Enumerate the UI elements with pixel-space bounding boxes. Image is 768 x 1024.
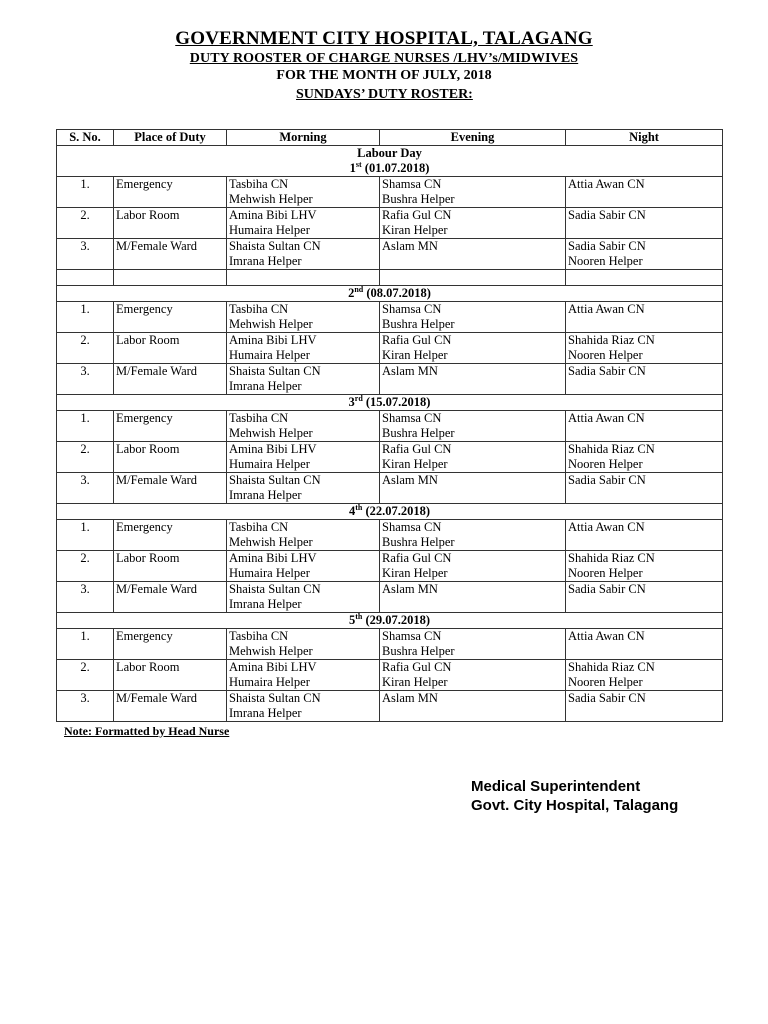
section-ordinal-suffix: st <box>355 159 362 169</box>
serial-number-cell: 2. <box>57 660 114 691</box>
morning-shift-cell <box>227 551 380 582</box>
blank-spacer-row <box>57 270 723 286</box>
section-date-label <box>59 286 720 301</box>
staff-name: Attia Awan CN <box>568 629 645 643</box>
staff-name <box>568 644 720 659</box>
staff-name: Kiran Helper <box>382 566 448 580</box>
section-ordinal: 4 <box>348 504 356 518</box>
evening-shift-cell <box>380 629 566 660</box>
staff-name: Nooren Helper <box>568 566 643 580</box>
signature-hospital: Govt. City Hospital, Talagang <box>471 797 679 814</box>
staff-name: Mehwish Helper <box>229 317 313 331</box>
duty-roster-table <box>56 129 723 722</box>
column-header-morning: Morning <box>227 130 380 146</box>
staff-name: Shaista Sultan CN <box>229 582 321 596</box>
section-date: (08.07.2018) <box>363 286 431 300</box>
evening-shift-cell <box>380 239 566 270</box>
staff-name: Aslam MN <box>382 239 438 253</box>
evening-shift-cell <box>380 177 566 208</box>
note-text: Note: Formatted by Head Nurse <box>64 724 230 738</box>
morning-shift-cell <box>227 520 380 551</box>
morning-shift-cell <box>227 333 380 364</box>
staff-name: Bushra Helper <box>382 426 455 440</box>
table-row <box>57 411 723 442</box>
night-shift-cell <box>566 660 723 691</box>
signature-block <box>471 777 678 815</box>
section-date-cell <box>57 286 723 302</box>
section-header-row <box>57 613 723 629</box>
place-of-duty-cell: Labor Room <box>114 333 227 364</box>
place-of-duty-cell: Emergency <box>114 411 227 442</box>
serial-number-cell: 2. <box>57 551 114 582</box>
morning-shift-cell <box>227 302 380 333</box>
morning-shift-cell <box>227 442 380 473</box>
staff-name: Sadia Sabir CN <box>568 208 646 222</box>
evening-shift-cell <box>380 442 566 473</box>
section-ordinal: 1 <box>349 161 356 175</box>
serial-number-cell: 3. <box>57 364 114 395</box>
staff-name: Humaira Helper <box>229 223 310 237</box>
staff-name: Sadia Sabir CN <box>568 364 646 378</box>
staff-name: Bushra Helper <box>382 317 455 331</box>
table-row <box>57 208 723 239</box>
staff-name <box>568 535 720 550</box>
staff-name: Tasbiha CN <box>229 411 289 425</box>
place-of-duty-cell: Labor Room <box>114 442 227 473</box>
staff-name <box>568 488 720 503</box>
staff-name: Sadia Sabir CN <box>568 473 646 487</box>
staff-name: Attia Awan CN <box>568 302 645 316</box>
staff-name: Amina Bibi LHV <box>229 208 317 222</box>
serial-number-cell: 2. <box>57 333 114 364</box>
section-date: (01.07.2018) <box>361 161 430 175</box>
evening-shift-cell <box>380 364 566 395</box>
staff-name: Humaira Helper <box>229 348 310 362</box>
staff-name <box>568 379 720 394</box>
section-header-row <box>57 286 723 302</box>
place-of-duty-cell: Emergency <box>114 177 227 208</box>
table-row <box>57 629 723 660</box>
place-of-duty-cell: Labor Room <box>114 660 227 691</box>
staff-name: Shaista Sultan CN <box>229 691 321 705</box>
column-header-sno: S. No. <box>57 130 114 146</box>
staff-name: Rafia Gul CN <box>382 208 452 222</box>
staff-name: Shamsa CN <box>382 629 442 643</box>
serial-number-cell: 1. <box>57 629 114 660</box>
column-header-place: Place of Duty <box>114 130 227 146</box>
staff-name: Imrana Helper <box>229 254 302 268</box>
place-of-duty-cell: M/Female Ward <box>114 582 227 613</box>
roster-subtitle: DUTY ROOSTER OF CHARGE NURSES /LHV’s/MIDWIVES <box>189 51 579 66</box>
morning-shift-cell <box>227 473 380 504</box>
evening-shift-cell <box>380 660 566 691</box>
staff-name: Shamsa CN <box>382 520 442 534</box>
section-ordinal-suffix: nd <box>354 284 364 294</box>
staff-name: Aslam MN <box>382 582 438 596</box>
staff-name: Kiran Helper <box>382 675 448 689</box>
staff-name: Imrana Helper <box>229 597 302 611</box>
night-shift-cell <box>566 629 723 660</box>
table-row <box>57 551 723 582</box>
staff-name: Shahida Riaz CN <box>568 660 655 674</box>
table-header-row <box>57 130 723 146</box>
staff-name: Shahida Riaz CN <box>568 551 655 565</box>
month-line: FOR THE MONTH OF JULY, 2018 <box>276 68 492 83</box>
section-date: (15.07.2018) <box>362 395 431 409</box>
blank-cell <box>57 270 114 286</box>
section-ordinal: 2 <box>348 286 355 300</box>
staff-name: Bushra Helper <box>382 535 455 549</box>
night-shift-cell <box>566 208 723 239</box>
staff-name: Attia Awan CN <box>568 411 645 425</box>
section-date-cell <box>57 395 723 411</box>
table-row <box>57 473 723 504</box>
evening-shift-cell <box>380 333 566 364</box>
staff-name: Mehwish Helper <box>229 192 313 206</box>
section-date-label <box>59 395 720 410</box>
night-shift-cell <box>566 177 723 208</box>
evening-shift-cell <box>380 551 566 582</box>
night-shift-cell <box>566 551 723 582</box>
staff-name: Aslam MN <box>382 473 438 487</box>
evening-shift-cell <box>380 473 566 504</box>
staff-name: Amina Bibi LHV <box>229 333 317 347</box>
blank-cell <box>114 270 227 286</box>
table-row <box>57 442 723 473</box>
section-date-label <box>59 613 720 628</box>
staff-name <box>568 706 720 721</box>
staff-name <box>568 317 720 332</box>
section-date-cell <box>57 146 723 177</box>
evening-shift-cell <box>380 411 566 442</box>
staff-name: Attia Awan CN <box>568 520 645 534</box>
staff-name: Shamsa CN <box>382 302 442 316</box>
staff-name: Nooren Helper <box>568 457 643 471</box>
morning-shift-cell <box>227 582 380 613</box>
table-row <box>57 333 723 364</box>
section-date-cell <box>57 613 723 629</box>
hospital-title: GOVERNMENT CITY HOSPITAL, TALAGANG <box>175 28 593 49</box>
section-holiday-label: Labour Day <box>357 146 422 160</box>
evening-shift-cell <box>380 302 566 333</box>
serial-number-cell: 3. <box>57 239 114 270</box>
section-date: (22.07.2018) <box>362 504 431 518</box>
section-ordinal-suffix: th <box>355 502 363 512</box>
staff-name: Bushra Helper <box>382 192 455 206</box>
place-of-duty-cell: Emergency <box>114 520 227 551</box>
staff-name <box>568 426 720 441</box>
staff-name: Sadia Sabir CN <box>568 582 646 596</box>
staff-name: Humaira Helper <box>229 457 310 471</box>
section-date: (29.07.2018) <box>362 613 431 627</box>
staff-name: Mehwish Helper <box>229 535 313 549</box>
morning-shift-cell <box>227 239 380 270</box>
staff-name: Aslam MN <box>382 364 438 378</box>
evening-shift-cell <box>380 691 566 722</box>
morning-shift-cell <box>227 411 380 442</box>
table-row <box>57 520 723 551</box>
staff-name: Bushra Helper <box>382 644 455 658</box>
serial-number-cell: 2. <box>57 208 114 239</box>
morning-shift-cell <box>227 364 380 395</box>
morning-shift-cell <box>227 629 380 660</box>
section-header-row <box>57 146 723 177</box>
staff-name <box>568 597 720 612</box>
night-shift-cell <box>566 691 723 722</box>
sundays-roster-title: SUNDAYS’ DUTY ROSTER: <box>296 87 473 102</box>
place-of-duty-cell: M/Female Ward <box>114 691 227 722</box>
staff-name: Tasbiha CN <box>229 520 289 534</box>
serial-number-cell: 1. <box>57 411 114 442</box>
place-of-duty-cell: Emergency <box>114 302 227 333</box>
staff-name: Kiran Helper <box>382 457 448 471</box>
blank-cell <box>566 270 723 286</box>
table-row <box>57 239 723 270</box>
morning-shift-cell <box>227 177 380 208</box>
staff-name: Humaira Helper <box>229 675 310 689</box>
serial-number-cell: 3. <box>57 473 114 504</box>
staff-name <box>568 192 720 207</box>
staff-name: Shahida Riaz CN <box>568 442 655 456</box>
section-header-row <box>57 504 723 520</box>
serial-number-cell: 3. <box>57 582 114 613</box>
serial-number-cell: 3. <box>57 691 114 722</box>
night-shift-cell <box>566 333 723 364</box>
staff-name <box>568 223 720 238</box>
serial-number-cell: 1. <box>57 520 114 551</box>
place-of-duty-cell: M/Female Ward <box>114 364 227 395</box>
evening-shift-cell <box>380 582 566 613</box>
night-shift-cell <box>566 582 723 613</box>
staff-name: Nooren Helper <box>568 675 643 689</box>
place-of-duty-cell: M/Female Ward <box>114 473 227 504</box>
morning-shift-cell <box>227 660 380 691</box>
staff-name: Imrana Helper <box>229 488 302 502</box>
place-of-duty-cell: Labor Room <box>114 208 227 239</box>
staff-name: Rafia Gul CN <box>382 551 452 565</box>
staff-name: Imrana Helper <box>229 706 302 720</box>
staff-name: Shaista Sultan CN <box>229 239 321 253</box>
table-row <box>57 302 723 333</box>
staff-name: Amina Bibi LHV <box>229 551 317 565</box>
column-header-night: Night <box>566 130 723 146</box>
staff-name: Shahida Riaz CN <box>568 333 655 347</box>
roster-body <box>57 146 723 722</box>
table-row <box>57 177 723 208</box>
section-ordinal: 3 <box>348 395 355 409</box>
night-shift-cell <box>566 520 723 551</box>
staff-name: Humaira Helper <box>229 566 310 580</box>
staff-name: Shaista Sultan CN <box>229 473 321 487</box>
staff-name: Shamsa CN <box>382 411 442 425</box>
column-header-evening: Evening <box>380 130 566 146</box>
staff-name: Aslam MN <box>382 691 438 705</box>
staff-name: Mehwish Helper <box>229 644 313 658</box>
staff-name: Mehwish Helper <box>229 426 313 440</box>
staff-name: Tasbiha CN <box>229 177 289 191</box>
signature-title: Medical Superintendent <box>471 778 641 795</box>
night-shift-cell <box>566 239 723 270</box>
evening-shift-cell <box>380 208 566 239</box>
staff-name: Rafia Gul CN <box>382 660 452 674</box>
staff-name: Kiran Helper <box>382 223 448 237</box>
staff-name: Sadia Sabir CN <box>568 239 646 253</box>
staff-name: Shaista Sultan CN <box>229 364 321 378</box>
place-of-duty-cell: Labor Room <box>114 551 227 582</box>
staff-name: Nooren Helper <box>568 348 643 362</box>
staff-name <box>382 597 563 612</box>
staff-name: Rafia Gul CN <box>382 333 452 347</box>
serial-number-cell: 1. <box>57 177 114 208</box>
section-ordinal-suffix: rd <box>354 393 363 403</box>
staff-name <box>382 488 563 503</box>
serial-number-cell: 1. <box>57 302 114 333</box>
table-row <box>57 691 723 722</box>
staff-name: Tasbiha CN <box>229 302 289 316</box>
blank-cell <box>227 270 380 286</box>
section-date-cell <box>57 504 723 520</box>
staff-name: Kiran Helper <box>382 348 448 362</box>
night-shift-cell <box>566 302 723 333</box>
staff-name <box>382 379 563 394</box>
table-row <box>57 582 723 613</box>
night-shift-cell <box>566 364 723 395</box>
table-row <box>57 660 723 691</box>
night-shift-cell <box>566 473 723 504</box>
blank-cell <box>380 270 566 286</box>
section-date-label <box>59 161 720 176</box>
place-of-duty-cell: Emergency <box>114 629 227 660</box>
staff-name: Sadia Sabir CN <box>568 691 646 705</box>
staff-name <box>382 706 563 721</box>
section-date-label <box>59 504 720 519</box>
staff-name <box>382 254 563 269</box>
staff-name: Nooren Helper <box>568 254 643 268</box>
evening-shift-cell <box>380 520 566 551</box>
serial-number-cell: 2. <box>57 442 114 473</box>
staff-name: Tasbiha CN <box>229 629 289 643</box>
section-ordinal-suffix: th <box>355 611 363 621</box>
staff-name: Rafia Gul CN <box>382 442 452 456</box>
night-shift-cell <box>566 411 723 442</box>
staff-name: Amina Bibi LHV <box>229 660 317 674</box>
staff-name: Shamsa CN <box>382 177 442 191</box>
staff-name: Amina Bibi LHV <box>229 442 317 456</box>
morning-shift-cell <box>227 208 380 239</box>
staff-name: Imrana Helper <box>229 379 302 393</box>
section-ordinal: 5 <box>348 613 356 627</box>
table-row <box>57 364 723 395</box>
section-header-row <box>57 395 723 411</box>
place-of-duty-cell: M/Female Ward <box>114 239 227 270</box>
staff-name: Attia Awan CN <box>568 177 645 191</box>
morning-shift-cell <box>227 691 380 722</box>
night-shift-cell <box>566 442 723 473</box>
